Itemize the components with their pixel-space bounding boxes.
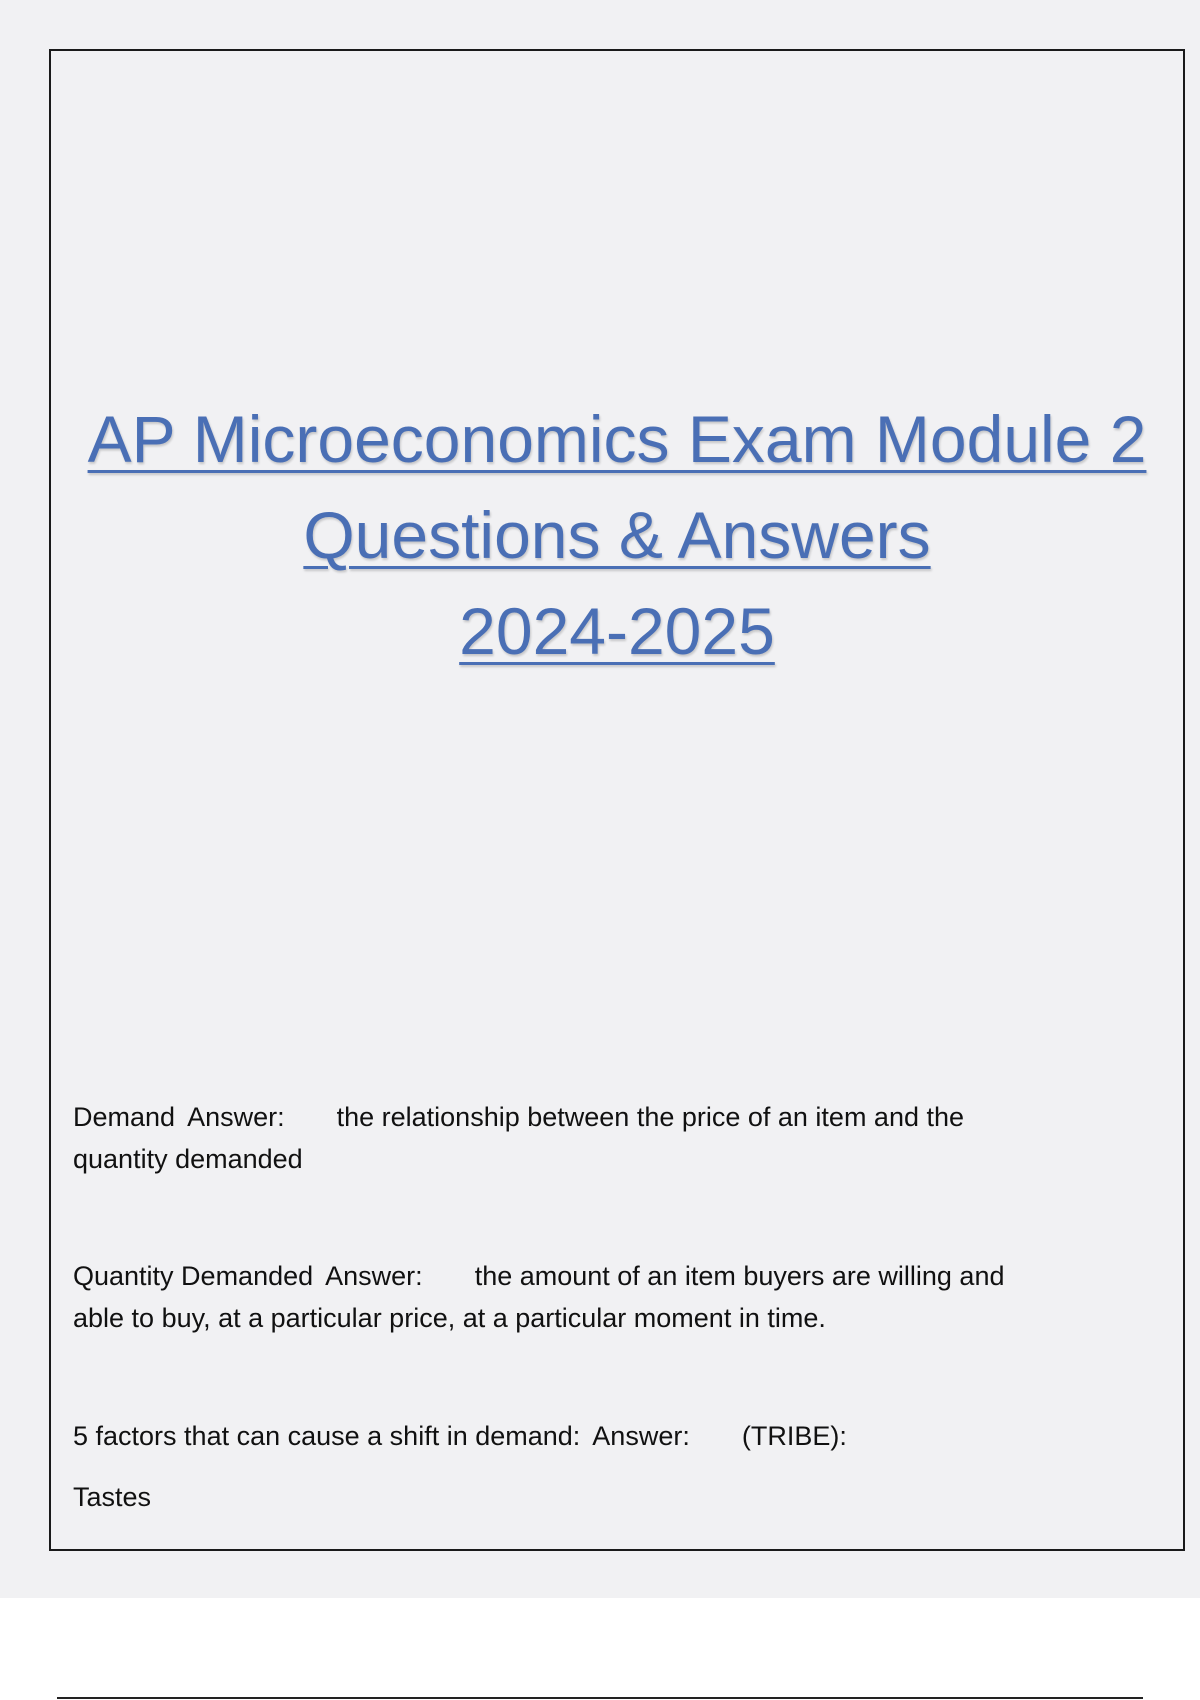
qa-entry-quantity-demanded <box>73 1255 1143 1339</box>
footer-divider <box>57 1697 1143 1699</box>
qa-answer-label: Answer: <box>325 1261 423 1291</box>
qa-answer-label: Answer: <box>187 1102 285 1132</box>
qa-term: 5 factors that can cause a shift in demand: <box>73 1421 581 1451</box>
qa-entry-demand-shift <box>73 1415 1143 1457</box>
title-line-1: AP Microeconomics Exam Module 2 <box>87 402 1147 476</box>
qa-answer-continued: able to buy, at a particular price, at a particular moment in time. <box>73 1303 826 1333</box>
qa-answer-label: Answer: <box>592 1421 690 1451</box>
page-border <box>49 49 1185 1551</box>
qa-term: Quantity Demanded <box>73 1261 314 1291</box>
title-line-2: Questions & Answers <box>303 498 931 572</box>
list-item-tastes: Tastes <box>73 1482 152 1512</box>
document-title <box>51 391 1183 679</box>
qa-term: Demand <box>73 1102 176 1132</box>
qa-answer: (TRIBE): <box>741 1421 847 1451</box>
title-line-3: 2024-2025 <box>459 594 775 668</box>
qa-answer: the amount of an item buyers are willing and <box>474 1261 1005 1291</box>
qa-answer: the relationship between the price of an item and the <box>336 1102 965 1132</box>
qa-answer-continued: quantity demanded <box>73 1144 303 1174</box>
qa-entry-demand <box>73 1096 1143 1180</box>
